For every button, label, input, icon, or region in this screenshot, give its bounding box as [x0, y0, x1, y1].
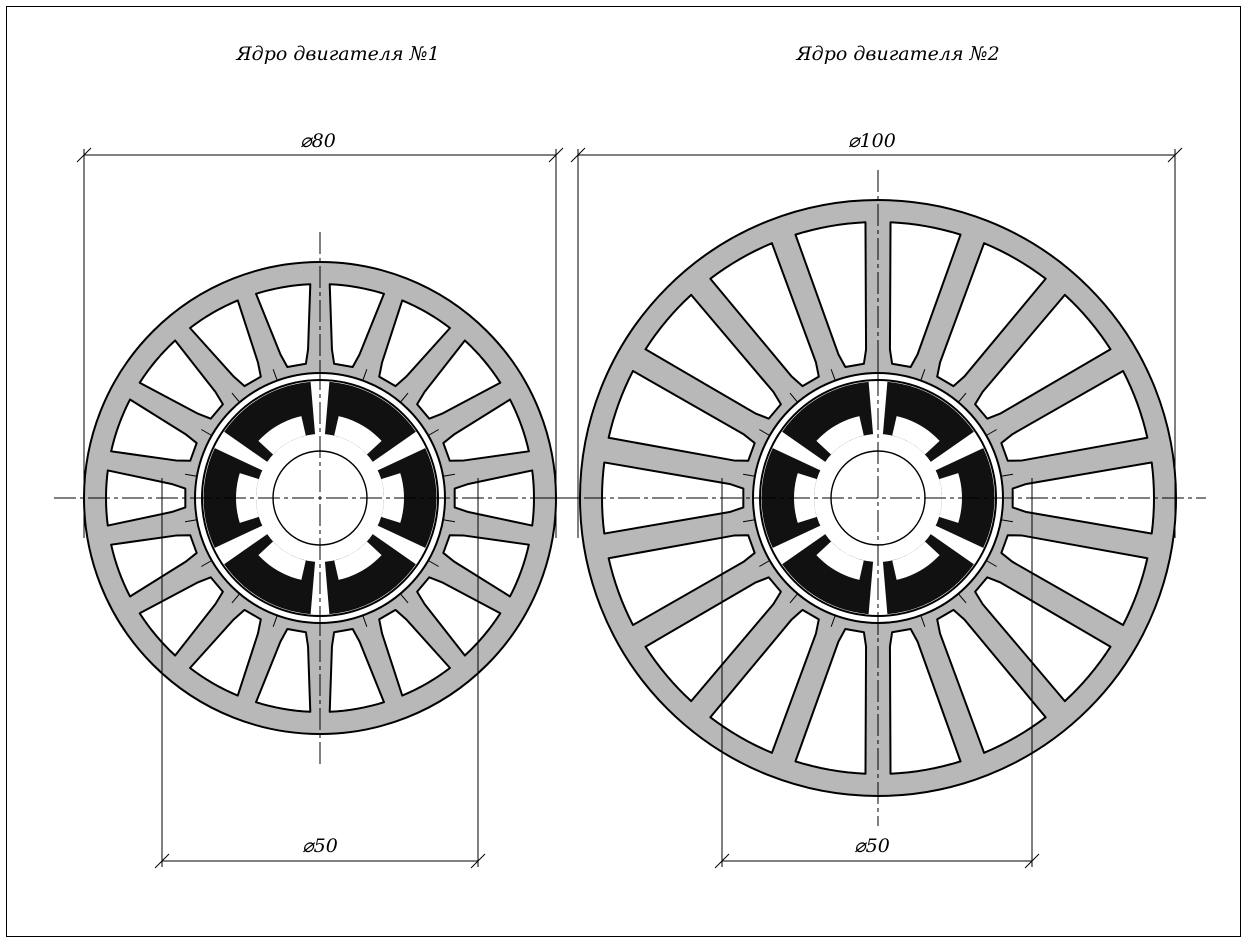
view-1-inner-diameter-label: ⌀50	[302, 835, 338, 857]
view-1-outer-diameter-label: ⌀80	[300, 130, 336, 152]
view-2-inner-diameter-label: ⌀50	[854, 835, 890, 857]
view-2-outer-diameter-label: ⌀100	[848, 130, 896, 152]
view-1-title: Ядро двигателя №1	[236, 43, 440, 65]
view-2-title: Ядро двигателя №2	[796, 43, 1000, 65]
